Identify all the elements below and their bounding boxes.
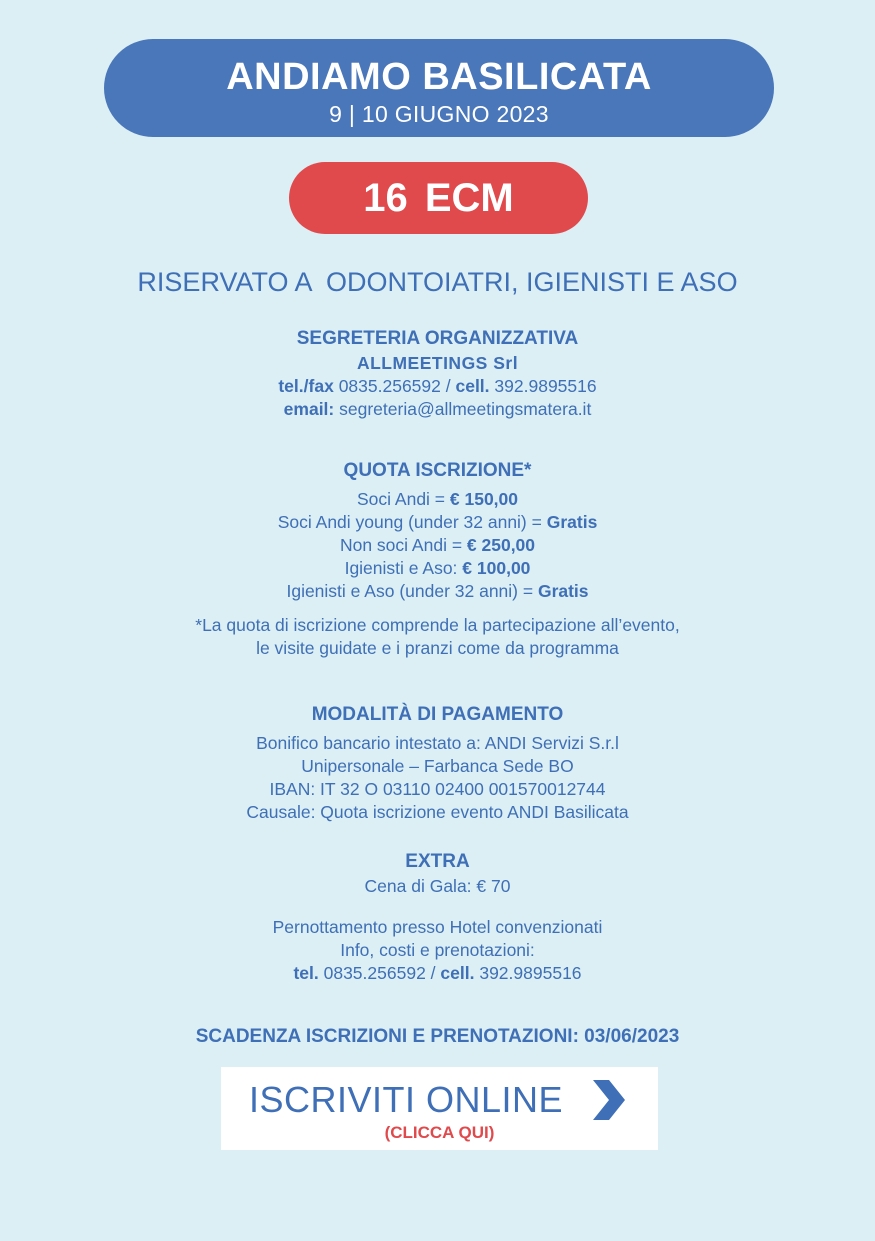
fee-item (0, 534, 875, 557)
fee-item (0, 488, 875, 511)
fees-heading: QUOTA ISCRIZIONE* (343, 460, 532, 481)
audience-notice: RISERVATO A ODONTOIATRI, IGIENISTI E ASO (137, 267, 738, 297)
register-online-button[interactable] (221, 1067, 658, 1150)
tel-label: tel. (293, 963, 319, 983)
fee-item (0, 580, 875, 603)
payment-line: Unipersonale – Farbanca Sede BO (301, 756, 574, 776)
secretariat-phone-line (0, 375, 875, 398)
hotel-line1: Pernottamento presso Hotel convenzionati (272, 917, 603, 937)
payment-line: Bonifico bancario intestato a: ANDI Servizi S.r.l (256, 733, 619, 753)
payment-section (0, 702, 875, 824)
secretariat-email-line (0, 398, 875, 421)
payment-line: Causale: Quota iscrizione evento ANDI Basilicata (246, 802, 629, 822)
event-header (104, 39, 774, 137)
secretariat-heading: SEGRETERIA ORGANIZZATIVA (296, 328, 579, 349)
tel-value[interactable]: 0835.256592 / (323, 963, 436, 983)
fee-item-value: Gratis (537, 581, 589, 601)
payment-heading: MODALITÀ DI PAGAMENTO (311, 704, 564, 725)
cell-label: cell. (440, 963, 475, 983)
cell-value[interactable]: 392.9895516 (494, 376, 597, 396)
fee-item (0, 511, 875, 534)
fee-item-text: Igienisti e Aso (under 32 anni) = (286, 581, 538, 601)
fee-item-text: Igienisti e Aso: (344, 558, 463, 578)
registration-deadline: SCADENZA ISCRIZIONI E PRENOTAZIONI: 03/06/2023 (195, 1026, 680, 1047)
chevron-right-icon (589, 1080, 625, 1120)
fee-item-text: Non soci Andi = (339, 535, 467, 555)
extra-heading: EXTRA (405, 851, 470, 872)
cell-label: cell. (455, 376, 490, 396)
extra-section (0, 849, 875, 985)
fees-section (0, 458, 875, 660)
cell-value[interactable]: 392.9895516 (479, 963, 582, 983)
fees-note-line1: *La quota di iscrizione comprende la partecipazione all’evento, (195, 615, 680, 635)
extra-phone-line (0, 962, 875, 985)
email-label: email: (283, 399, 335, 419)
fees-note-line2: le visite guidate e i pranzi come da programma (256, 638, 619, 658)
secretariat-company: ALLMEETINGS Srl (356, 353, 519, 373)
tel-fax-label: tel./fax (278, 376, 334, 396)
gala-dinner: Cena di Gala: € 70 (364, 876, 511, 896)
secretariat-section (0, 326, 875, 421)
click-here-label: (CLICCA QUI) (384, 1123, 495, 1142)
fee-item-text: Soci Andi young (under 32 anni) = (277, 512, 547, 532)
fee-item-value: € 250,00 (466, 535, 536, 555)
event-date: 9 | 10 GIUGNO 2023 (329, 101, 549, 127)
fee-item-value: Gratis (546, 512, 598, 532)
fee-item-value: € 100,00 (462, 558, 531, 578)
event-title: ANDIAMO BASILICATA (226, 56, 652, 98)
fee-item-value: € 150,00 (449, 489, 519, 509)
fee-item-text: Soci Andi = (356, 489, 450, 509)
email-value[interactable]: segreteria@allmeetingsmatera.it (339, 399, 592, 419)
tel-fax-value[interactable]: 0835.256592 / (338, 376, 451, 396)
register-online-label: ISCRIVITI ONLINE (249, 1079, 564, 1120)
ecm-badge: 16 ECM (289, 162, 588, 234)
payment-line: IBAN: IT 32 O 03110 02400 001570012744 (269, 779, 606, 799)
hotel-line2: Info, costi e prenotazioni: (340, 940, 535, 960)
fee-item (0, 557, 875, 580)
